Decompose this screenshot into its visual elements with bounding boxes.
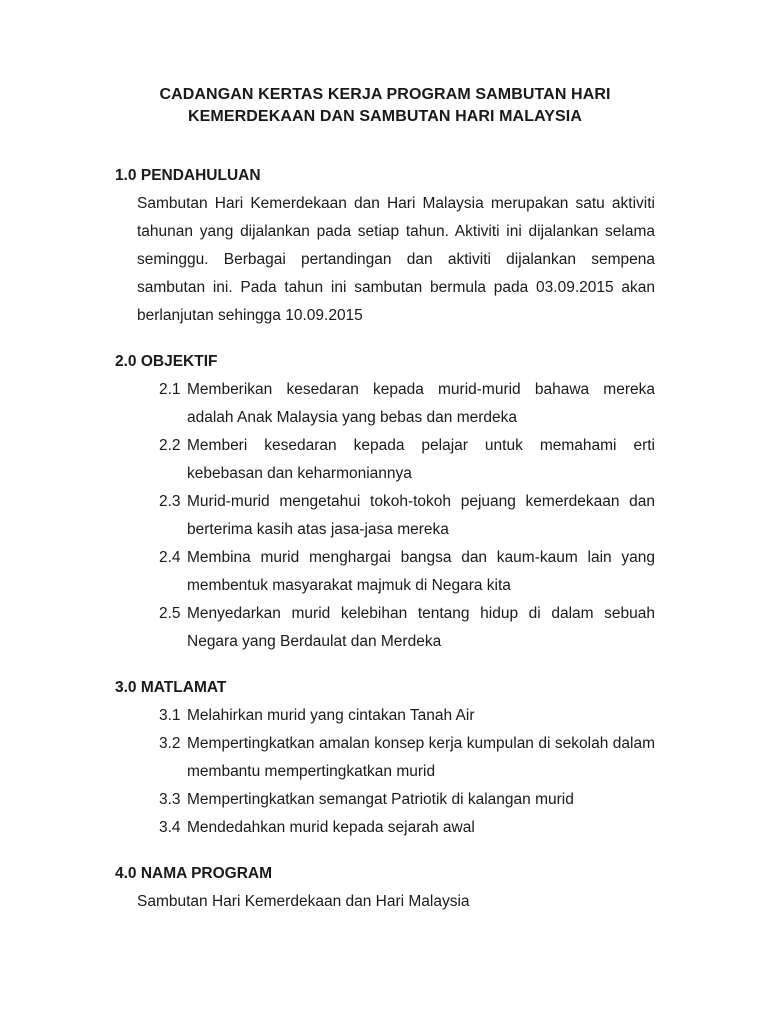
item-number: 2.4 [159, 549, 181, 566]
section-pendahuluan [115, 162, 655, 330]
item-text: Membina murid menghargai bangsa dan kaum-kaum lain yang membentuk masyarakat majmuk di Negara kita [187, 549, 655, 594]
section-heading: 4.0 NAMA PROGRAM [115, 865, 273, 882]
list-item [159, 600, 655, 656]
list-item [159, 432, 655, 488]
section-paragraph: Sambutan Hari Kemerdekaan dan Hari Malaysia merupakan satu aktiviti tahunan yang dijalankan pada setiap tahun. Aktiviti ini dijalankan selama seminggu. Berbagai pertandingan dan aktiviti dijalankan sempena sambutan ini. Pada tahun ini sambutan bermula pada 03.09.2015 akan berlanjutan sehingga 10.09.2015 [137, 195, 655, 324]
item-text: Mempertingkatkan semangat Patriotik di kalangan murid [187, 791, 574, 808]
item-text: Menyedarkan murid kelebihan tentang hidup di dalam sebuah Negara yang Berdaulat dan Merdeka [187, 605, 655, 650]
item-text: Memberi kesedaran kepada pelajar untuk memahami erti kebebasan dan keharmoniannya [187, 437, 655, 482]
list-item [159, 488, 655, 544]
item-number: 3.1 [159, 707, 181, 724]
item-text: Memberikan kesedaran kepada murid-murid bahawa mereka adalah Anak Malaysia yang bebas dan merdeka [187, 381, 655, 426]
section-heading: 3.0 MATLAMAT [115, 679, 227, 696]
list-item [159, 376, 655, 432]
list-item [159, 544, 655, 600]
list-item [159, 814, 655, 842]
document-title-line1: CADANGAN KERTAS KERJA PROGRAM SAMBUTAN HARI [159, 86, 611, 103]
item-text: Mendedahkan murid kepada sejarah awal [187, 819, 475, 836]
list-item [159, 730, 655, 786]
section-nama-program [115, 860, 655, 916]
document-title-line2: KEMERDEKAAN DAN SAMBUTAN HARI MALAYSIA [187, 108, 583, 125]
item-text: Mempertingkatkan amalan konsep kerja kumpulan di sekolah dalam membantu mempertingkatkan murid [187, 735, 655, 780]
item-number: 2.5 [159, 605, 181, 622]
section-heading: 2.0 OBJEKTIF [115, 353, 218, 370]
section-paragraph: Sambutan Hari Kemerdekaan dan Hari Malaysia [137, 893, 470, 910]
section-heading: 1.0 PENDAHULUAN [115, 167, 261, 184]
item-number: 2.1 [159, 381, 181, 398]
section-matlamat [115, 674, 655, 842]
item-text: Murid-murid mengetahui tokoh-tokoh pejuang kemerdekaan dan berterima kasih atas jasa-jasa mereka [187, 493, 655, 538]
item-text: Melahirkan murid yang cintakan Tanah Air [187, 707, 475, 724]
item-number: 2.3 [159, 493, 181, 510]
item-number: 3.2 [159, 735, 181, 752]
section-objektif [115, 348, 655, 656]
item-number: 3.3 [159, 791, 181, 808]
item-number: 2.2 [159, 437, 181, 454]
list-item [159, 702, 655, 730]
document-title [115, 84, 655, 128]
list-item [159, 786, 655, 814]
item-number: 3.4 [159, 819, 181, 836]
